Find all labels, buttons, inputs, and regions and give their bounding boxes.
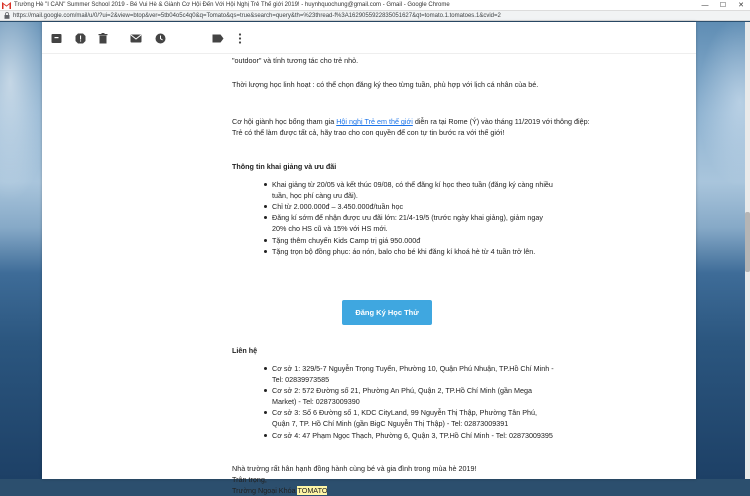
heading-info: Thông tin khai giảng và ưu đãi <box>232 162 337 171</box>
highlighted-term: TOMATO <box>297 486 328 495</box>
archive-icon[interactable] <box>50 32 62 44</box>
address-bar[interactable] <box>0 11 750 21</box>
signature: Trường Ngoại Khóa TOMATO <box>232 486 328 495</box>
window-title: Trường Hè "I CAN" Summer School 2019 - Bé Vui Hè & Giành Cơ Hội Đến Với Hội Nghị Trẻ Thế giới 2019! - huynhquochung@gmail.com - Gmail - Google Chrome <box>14 2 450 8</box>
lock-icon <box>3 12 11 20</box>
list-item: Đăng kí sớm để nhận được ưu đãi lớn: 21/4-19/5 (trước ngày khai giảng), giảm ngay 20% cho HS cũ và 15% với HS mới. <box>264 212 554 234</box>
gmail-icon <box>2 2 11 9</box>
list-item: Khai giảng từ 20/05 và kết thúc 09/08, có thể đăng kí học theo tuần (đăng ký càng nhiều tuần, học phí càng ưu đãi). <box>264 179 554 201</box>
conference-link[interactable]: Hội nghị Trẻ em thế giới <box>336 117 413 126</box>
close-button[interactable]: ✕ <box>738 2 744 9</box>
closing-regards: Trân trọng, <box>232 475 267 484</box>
gmail-message-window <box>42 22 696 495</box>
message-body <box>42 54 696 495</box>
list-item: Tặng trọn bộ đồng phục: áo nón, balo cho bé khi đăng kí khoá hè từ 4 tuần trở lên. <box>264 246 554 257</box>
maximize-button[interactable]: ☐ <box>719 2 727 9</box>
browser-titlebar <box>0 0 750 11</box>
scrollbar-thumb[interactable] <box>745 212 750 272</box>
register-trial-button[interactable]: Đăng Ký Học Thử <box>342 300 432 325</box>
paragraph-conference: Cơ hội giành học bổng tham gia Hội nghị Trẻ em thế giới diễn ra tại Rome (Ý) vào tháng 11/2019 với thông điệp: Trẻ có thể làm được tất cả, hãy trao cho con quyền để con tự tin bước ra với thế giới! <box>232 117 590 137</box>
scrollbar[interactable] <box>745 22 750 479</box>
snooze-icon[interactable] <box>154 32 166 44</box>
list-item: Cơ sở 2: 572 Đường số 21, Phường An Phú, Quận 2, TP.Hồ Chí Minh (gần Mega Market) - Tel: 02873009390 <box>264 385 554 407</box>
closing-line: Nhà trường rất hân hạnh đồng hành cùng bé và gia đình trong mùa hè 2019! <box>232 464 477 473</box>
delete-icon[interactable] <box>97 32 109 44</box>
label-icon[interactable] <box>212 32 224 44</box>
paragraph-outdoor: "outdoor" và tính tương tác cho trẻ nhỏ. <box>232 56 359 65</box>
minimize-button[interactable]: — <box>701 1 709 9</box>
mark-unread-icon[interactable] <box>130 32 142 44</box>
more-icon[interactable] <box>234 32 246 44</box>
list-item: Chỉ từ 2.000.000đ – 3.450.000đ/tuần học <box>264 201 554 212</box>
list-item: Cơ sở 4: 47 Phạm Ngọc Thạch, Phường 6, Quận 3, TP.Hồ Chí Minh - Tel: 02873009395 <box>264 430 554 441</box>
list-item: Cơ sở 3: Số 6 Đường số 1, KDC CityLand, 99 Nguyễn Thị Thập, Phường Tân Phú, Quận 7, TP. Hồ Chí Minh (gần BigC Nguyễn Thị Thập) - Tel: 02873009391 <box>264 407 554 429</box>
url-text[interactable]: https://mail.google.com/mail/u/0/?ui=2&view=btop&ver=5tb04o5c4q0&q=Tomato&qs=true&search=query&th=%23thread-f%3A1629055922835051627&qt=tomato.1.tomatoes.1&cvid=2 <box>13 12 501 19</box>
list-item: Cơ sở 1: 329/5-7 Nguyễn Trọng Tuyển, Phường 10, Quận Phú Nhuận, TP.Hồ Chí Minh - Tel: 02839973585 <box>264 363 554 385</box>
list-item: Tặng thêm chuyến Kids Camp trị giá 950.000đ <box>264 235 554 246</box>
message-toolbar <box>42 22 696 54</box>
paragraph-flexible-schedule: Thời lượng học linh hoạt : có thể chọn đăng ký theo từng tuần, phù hợp với lịch cá nhân của bé. <box>232 80 539 89</box>
report-spam-icon[interactable] <box>74 32 86 44</box>
heading-contact: Liên hệ <box>232 346 258 355</box>
